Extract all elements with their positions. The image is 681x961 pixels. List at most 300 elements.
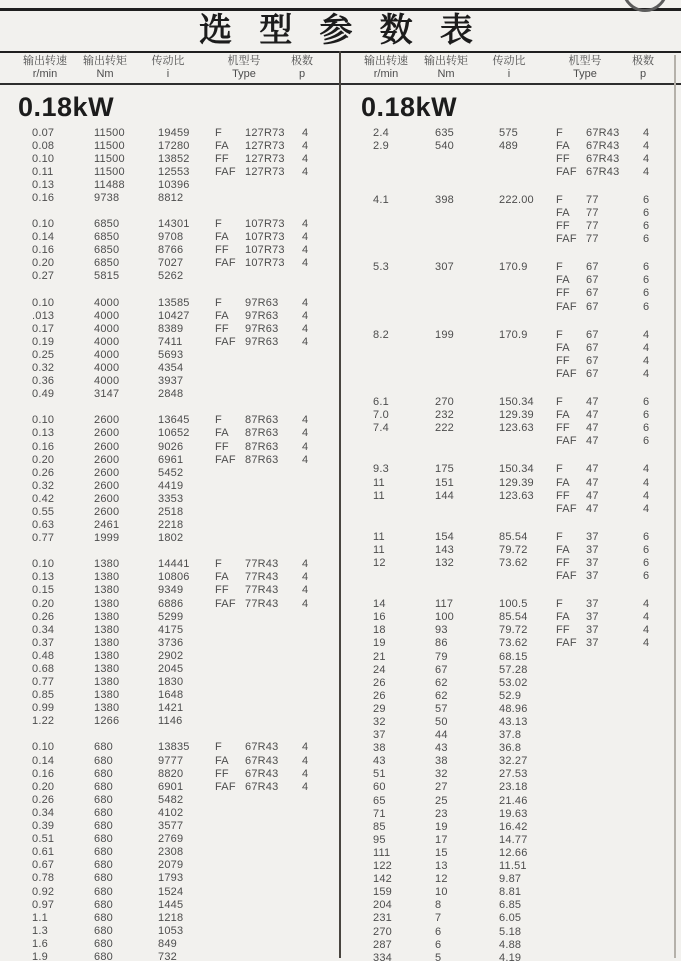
speed-cell: 0.19 <box>32 335 55 348</box>
table-row <box>0 806 340 819</box>
speed-cell: 26 <box>373 689 386 702</box>
type-prefix-cell: FAF <box>556 435 577 448</box>
type-model-cell: 37 <box>586 611 599 624</box>
table-row <box>341 768 681 781</box>
type-model-cell: 127R73 <box>245 126 285 139</box>
ratio-cell: 123.63 <box>499 489 534 502</box>
poles-cell: 6 <box>643 287 650 300</box>
speed-cell: 12 <box>373 556 386 569</box>
type-prefix-cell: FAF <box>556 233 577 246</box>
table-row <box>341 886 681 899</box>
torque-cell: 6850 <box>94 218 120 231</box>
speed-cell: 2.4 <box>373 126 389 139</box>
poles-cell: 4 <box>302 741 309 754</box>
type-prefix-cell: FF <box>556 287 570 300</box>
speed-cell: 111 <box>373 846 391 859</box>
torque-cell: 11488 <box>94 178 125 191</box>
torque-cell: 154 <box>435 530 454 543</box>
torque-cell: 680 <box>94 872 113 885</box>
table-row <box>341 489 681 502</box>
poles-cell: 6 <box>643 207 650 220</box>
speed-cell: 11 <box>373 530 385 543</box>
speed-cell: 0.67 <box>32 859 55 872</box>
ratio-cell: 150.34 <box>499 463 534 476</box>
table-row <box>0 636 340 649</box>
poles-cell: 4 <box>302 335 309 348</box>
type-prefix-cell: FA <box>556 274 570 287</box>
speed-cell: 0.10 <box>32 296 55 309</box>
torque-cell: 635 <box>435 126 454 139</box>
type-prefix-cell: FF <box>556 556 570 569</box>
torque-cell: 1999 <box>94 532 120 545</box>
type-prefix-cell: FA <box>556 476 570 489</box>
table-row <box>0 623 340 636</box>
torque-cell: 2600 <box>94 440 120 453</box>
type-prefix-cell: FF <box>556 422 570 435</box>
torque-cell: 27 <box>435 781 448 794</box>
table-row <box>341 833 681 846</box>
type-model-cell: 107R73 <box>245 231 285 244</box>
table-row <box>0 662 340 675</box>
poles-cell: 4 <box>302 322 309 335</box>
table-row <box>341 781 681 794</box>
ratio-cell: 8.81 <box>499 886 522 899</box>
table-row <box>341 650 681 663</box>
ratio-cell: 19.63 <box>499 807 528 820</box>
table-row <box>0 924 340 937</box>
speed-cell: 0.11 <box>32 165 54 178</box>
type-model-cell: 67 <box>586 300 599 313</box>
type-model-cell: 87R63 <box>245 414 279 427</box>
speed-cell: 0.77 <box>32 532 55 545</box>
torque-cell: 4000 <box>94 362 120 375</box>
header-unit: r/min <box>373 68 399 80</box>
speed-cell: 0.13 <box>32 178 55 191</box>
table-row <box>341 570 681 583</box>
torque-cell: 44 <box>435 729 448 742</box>
type-model-cell: 37 <box>586 637 599 650</box>
table-row <box>0 859 340 872</box>
poles-cell: 4 <box>643 637 650 650</box>
ratio-cell: 85.54 <box>499 611 528 624</box>
type-prefix-cell: FA <box>215 139 229 152</box>
speed-cell: 0.20 <box>32 597 55 610</box>
type-model-cell: 127R73 <box>245 152 285 165</box>
speed-cell: 0.16 <box>32 767 55 780</box>
poles-cell: 4 <box>302 571 309 584</box>
poles-cell: 6 <box>643 435 650 448</box>
ratio-cell: 6886 <box>158 597 184 610</box>
torque-cell: 144 <box>435 489 454 502</box>
type-prefix-cell: FA <box>556 409 570 422</box>
table-block <box>0 218 340 283</box>
table-row <box>341 193 681 206</box>
table-block <box>341 463 681 515</box>
table-row <box>0 165 340 178</box>
speed-cell: 0.97 <box>32 898 55 911</box>
type-model-cell: 107R73 <box>245 244 285 257</box>
type-model-cell: 77R43 <box>245 558 279 571</box>
torque-cell: 25 <box>435 794 448 807</box>
torque-cell: 680 <box>94 780 113 793</box>
ratio-cell: 2079 <box>158 859 184 872</box>
poles-cell: 4 <box>302 218 309 231</box>
poles-cell: 4 <box>643 476 650 489</box>
speed-cell: 0.14 <box>32 231 55 244</box>
table-row <box>0 898 340 911</box>
torque-cell: 62 <box>435 676 448 689</box>
table-row <box>0 126 340 139</box>
torque-cell: 680 <box>94 846 113 859</box>
type-model-cell: 77 <box>586 220 599 233</box>
poles-cell: 6 <box>643 556 650 569</box>
torque-cell: 4000 <box>94 348 120 361</box>
speed-cell: 7.0 <box>373 409 389 422</box>
torque-cell: 680 <box>94 859 113 872</box>
speed-cell: 0.10 <box>32 558 55 571</box>
ratio-cell: 7027 <box>158 257 184 270</box>
ratio-cell: 5.18 <box>499 925 522 938</box>
torque-cell: 398 <box>435 193 454 206</box>
torque-cell: 2600 <box>94 479 120 492</box>
table-row <box>0 362 340 375</box>
speed-cell: 29 <box>373 702 386 715</box>
header-cell <box>274 55 330 81</box>
type-model-cell: 77R43 <box>245 597 279 610</box>
type-model-cell: 37 <box>586 624 599 637</box>
header-label: 传动比 <box>151 55 185 67</box>
speed-cell: 0.77 <box>32 676 55 689</box>
ratio-cell: 73.62 <box>499 556 528 569</box>
ratio-cell: 8766 <box>158 244 184 257</box>
torque-cell: 1380 <box>94 610 120 623</box>
type-model-cell: 47 <box>586 422 599 435</box>
ratio-cell: 6961 <box>158 453 184 466</box>
torque-cell: 199 <box>435 328 454 341</box>
table-row <box>341 820 681 833</box>
speed-cell: 0.55 <box>32 505 55 518</box>
poles-cell: 6 <box>643 530 650 543</box>
type-prefix-cell: FAF <box>215 335 236 348</box>
type-model-cell: 67 <box>586 287 599 300</box>
torque-cell: 4000 <box>94 375 120 388</box>
torque-cell: 3147 <box>94 388 120 401</box>
ratio-cell: 79.72 <box>499 624 528 637</box>
ratio-cell: 9.87 <box>499 873 522 886</box>
ratio-cell: 575 <box>499 126 518 139</box>
speed-cell: 0.85 <box>32 689 55 702</box>
poles-cell: 4 <box>643 354 650 367</box>
ratio-cell: 5452 <box>158 466 184 479</box>
header-cell <box>547 55 623 81</box>
table-row <box>0 937 340 950</box>
speed-cell: 159 <box>373 886 392 899</box>
speed-cell: 2.9 <box>373 139 389 152</box>
ratio-cell: 12553 <box>158 165 190 178</box>
torque-cell: 2600 <box>94 505 120 518</box>
table-row <box>341 543 681 556</box>
header-unit: Nm <box>437 68 455 80</box>
table-row <box>0 191 340 204</box>
poles-cell: 4 <box>302 767 309 780</box>
speed-cell: 0.08 <box>32 139 55 152</box>
torque-cell: 680 <box>94 833 113 846</box>
type-model-cell: 67 <box>586 341 599 354</box>
torque-cell: 1380 <box>94 558 120 571</box>
ratio-cell: 9708 <box>158 231 184 244</box>
header-label: 输出转速 <box>23 55 67 67</box>
type-model-cell: 77R43 <box>245 584 279 597</box>
type-model-cell: 77 <box>586 233 599 246</box>
ratio-cell: 14301 <box>158 218 190 231</box>
torque-cell: 8 <box>435 899 442 912</box>
poles-cell: 6 <box>643 422 650 435</box>
type-model-cell: 97R63 <box>245 296 279 309</box>
speed-cell: 60 <box>373 781 386 794</box>
ratio-cell: 3937 <box>158 375 184 388</box>
table-row <box>0 767 340 780</box>
type-model-cell: 87R63 <box>245 427 279 440</box>
poles-cell: 4 <box>302 780 309 793</box>
type-prefix-cell: FA <box>215 571 229 584</box>
table-row <box>341 139 681 152</box>
speed-cell: 0.49 <box>32 388 55 401</box>
speed-cell: 5.3 <box>373 261 389 274</box>
table-row <box>0 453 340 466</box>
torque-cell: 1380 <box>94 702 120 715</box>
type-model-cell: 37 <box>586 556 599 569</box>
poles-cell: 4 <box>302 139 309 152</box>
type-model-cell: 47 <box>586 409 599 422</box>
speed-cell: 0.63 <box>32 519 55 532</box>
poles-cell: 4 <box>302 440 309 453</box>
type-prefix-cell: FA <box>556 139 570 152</box>
type-model-cell: 127R73 <box>245 139 285 152</box>
type-model-cell: 67R43 <box>245 767 279 780</box>
table-row <box>0 218 340 231</box>
table-row <box>341 206 681 219</box>
speed-cell: 0.20 <box>32 453 55 466</box>
table-row <box>0 231 340 244</box>
speed-cell: 1.1 <box>32 911 48 924</box>
torque-cell: 232 <box>435 409 454 422</box>
torque-cell: 680 <box>94 741 113 754</box>
torque-cell: 2600 <box>94 414 120 427</box>
ratio-cell: 5693 <box>158 348 184 361</box>
ratio-cell: 52.9 <box>499 689 522 702</box>
poles-cell: 4 <box>643 139 650 152</box>
speed-cell: 71 <box>373 807 386 820</box>
torque-cell: 12 <box>435 873 448 886</box>
ratio-cell: 2902 <box>158 649 184 662</box>
speed-cell: 0.32 <box>32 479 55 492</box>
torque-cell: 4000 <box>94 296 120 309</box>
torque-cell: 17 <box>435 833 448 846</box>
ratio-cell: 100.5 <box>499 598 528 611</box>
table-row <box>341 755 681 768</box>
table-row <box>0 335 340 348</box>
ratio-cell: 53.02 <box>499 676 528 689</box>
ratio-cell: 5262 <box>158 270 184 283</box>
type-prefix-cell: FF <box>556 489 570 502</box>
table-row <box>341 938 681 951</box>
torque-cell: 680 <box>94 924 113 937</box>
table-row <box>0 885 340 898</box>
type-prefix-cell: FA <box>215 754 229 767</box>
poles-cell: 4 <box>302 244 309 257</box>
torque-cell: 9738 <box>94 192 120 205</box>
header-unit: r/min <box>32 68 58 80</box>
table-row <box>341 689 681 702</box>
ratio-cell: 14.77 <box>499 833 528 846</box>
header-unit: Nm <box>96 68 114 80</box>
type-model-cell: 67R43 <box>586 165 620 178</box>
type-model-cell: 97R63 <box>245 322 279 335</box>
header-cell <box>481 55 537 81</box>
speed-cell: 14 <box>373 598 386 611</box>
table-row <box>341 676 681 689</box>
ratio-cell: 4102 <box>158 806 184 819</box>
type-model-cell: 37 <box>586 530 599 543</box>
type-prefix-cell: FF <box>215 440 229 453</box>
poles-cell: 6 <box>643 409 650 422</box>
table-block <box>341 261 681 313</box>
torque-cell: 680 <box>94 754 113 767</box>
ratio-cell: 1218 <box>158 911 184 924</box>
poles-cell: 4 <box>302 754 309 767</box>
type-prefix-cell: FA <box>215 427 229 440</box>
ratio-cell: 6.05 <box>499 912 522 925</box>
ratio-cell: 129.39 <box>499 409 534 422</box>
type-model-cell: 67R43 <box>586 126 620 139</box>
table-row <box>341 274 681 287</box>
torque-cell: 1380 <box>94 597 120 610</box>
header-label: 输出转矩 <box>424 55 468 67</box>
speed-cell: 9.3 <box>373 463 389 476</box>
speed-cell: 0.13 <box>32 427 55 440</box>
table-row <box>0 414 340 427</box>
ratio-cell: 1802 <box>158 532 184 545</box>
poles-cell: 6 <box>643 233 650 246</box>
torque-cell: 132 <box>435 556 454 569</box>
poles-cell: 4 <box>302 414 309 427</box>
speed-cell: 0.42 <box>32 492 55 505</box>
speed-cell: 0.16 <box>32 440 55 453</box>
ratio-cell: 7411 <box>158 335 183 348</box>
ratio-cell: 8389 <box>158 322 184 335</box>
table-row <box>341 261 681 274</box>
type-prefix-cell: FA <box>556 207 570 220</box>
speed-cell: 0.07 <box>32 126 55 139</box>
ratio-cell: 12.66 <box>499 846 528 859</box>
ratio-cell: 3353 <box>158 492 184 505</box>
table-row <box>0 388 340 401</box>
torque-cell: 1380 <box>94 636 120 649</box>
torque-cell: 86 <box>435 637 448 650</box>
ratio-cell: 6901 <box>158 780 184 793</box>
table-row <box>341 328 681 341</box>
header-cell <box>615 55 671 81</box>
ratio-cell: 10806 <box>158 571 190 584</box>
torque-cell: 680 <box>94 885 113 898</box>
ratio-cell: 13835 <box>158 741 190 754</box>
speed-cell: 11 <box>373 476 385 489</box>
type-prefix-cell: FAF <box>215 597 236 610</box>
speed-cell: 122 <box>373 860 392 873</box>
ratio-cell: 2848 <box>158 388 184 401</box>
left-panel <box>0 88 340 961</box>
torque-cell: 13 <box>435 860 448 873</box>
speed-cell: 0.10 <box>32 218 55 231</box>
poles-cell: 4 <box>643 152 650 165</box>
ratio-cell: 3736 <box>158 636 184 649</box>
torque-cell: 11500 <box>94 152 125 165</box>
ratio-cell: 43.13 <box>499 716 528 729</box>
speed-cell: 0.20 <box>32 257 55 270</box>
header-unit: Type <box>573 68 597 80</box>
header-unit: p <box>639 68 647 80</box>
header-cell <box>70 55 140 81</box>
speed-cell: 38 <box>373 742 386 755</box>
ratio-cell: 9026 <box>158 440 184 453</box>
speed-cell: 1.3 <box>32 924 48 937</box>
type-prefix-cell: FAF <box>556 165 577 178</box>
table-row <box>341 476 681 489</box>
type-prefix-cell: FF <box>556 220 570 233</box>
poles-cell: 4 <box>302 597 309 610</box>
torque-cell: 680 <box>94 937 113 950</box>
torque-cell: 4000 <box>94 335 120 348</box>
torque-cell: 680 <box>94 898 113 911</box>
torque-cell: 79 <box>435 650 448 663</box>
header-label: 输出转矩 <box>83 55 127 67</box>
table-row <box>341 233 681 246</box>
table-row <box>0 309 340 322</box>
torque-cell: 680 <box>94 950 113 961</box>
speed-cell: 0.27 <box>32 270 55 283</box>
ratio-cell: 23.18 <box>499 781 528 794</box>
torque-cell: 93 <box>435 624 448 637</box>
table-row <box>0 702 340 715</box>
table-block <box>341 598 681 961</box>
type-prefix-cell: F <box>556 126 563 139</box>
speed-cell: 0.61 <box>32 846 55 859</box>
poles-cell: 4 <box>302 584 309 597</box>
type-prefix-cell: FAF <box>215 453 236 466</box>
table-row <box>0 610 340 623</box>
ratio-cell: 6.85 <box>499 899 522 912</box>
table-row <box>341 715 681 728</box>
torque-cell: 4000 <box>94 322 120 335</box>
type-prefix-cell: FF <box>215 152 229 165</box>
speed-cell: 0.37 <box>32 636 55 649</box>
table-row <box>0 846 340 859</box>
poles-cell: 4 <box>643 126 650 139</box>
header-label: 机型号 <box>568 55 602 67</box>
ratio-cell: 32.27 <box>499 755 528 768</box>
ratio-cell: 2769 <box>158 833 184 846</box>
speed-cell: 0.36 <box>32 375 55 388</box>
poles-cell: 4 <box>302 231 309 244</box>
torque-cell: 307 <box>435 261 454 274</box>
speed-cell: 7.4 <box>373 422 389 435</box>
type-model-cell: 67 <box>586 367 599 380</box>
table-row <box>0 584 340 597</box>
ratio-cell: 36.8 <box>499 742 522 755</box>
speed-cell: 4.1 <box>373 193 389 206</box>
table-row <box>0 505 340 518</box>
table-row <box>341 807 681 820</box>
